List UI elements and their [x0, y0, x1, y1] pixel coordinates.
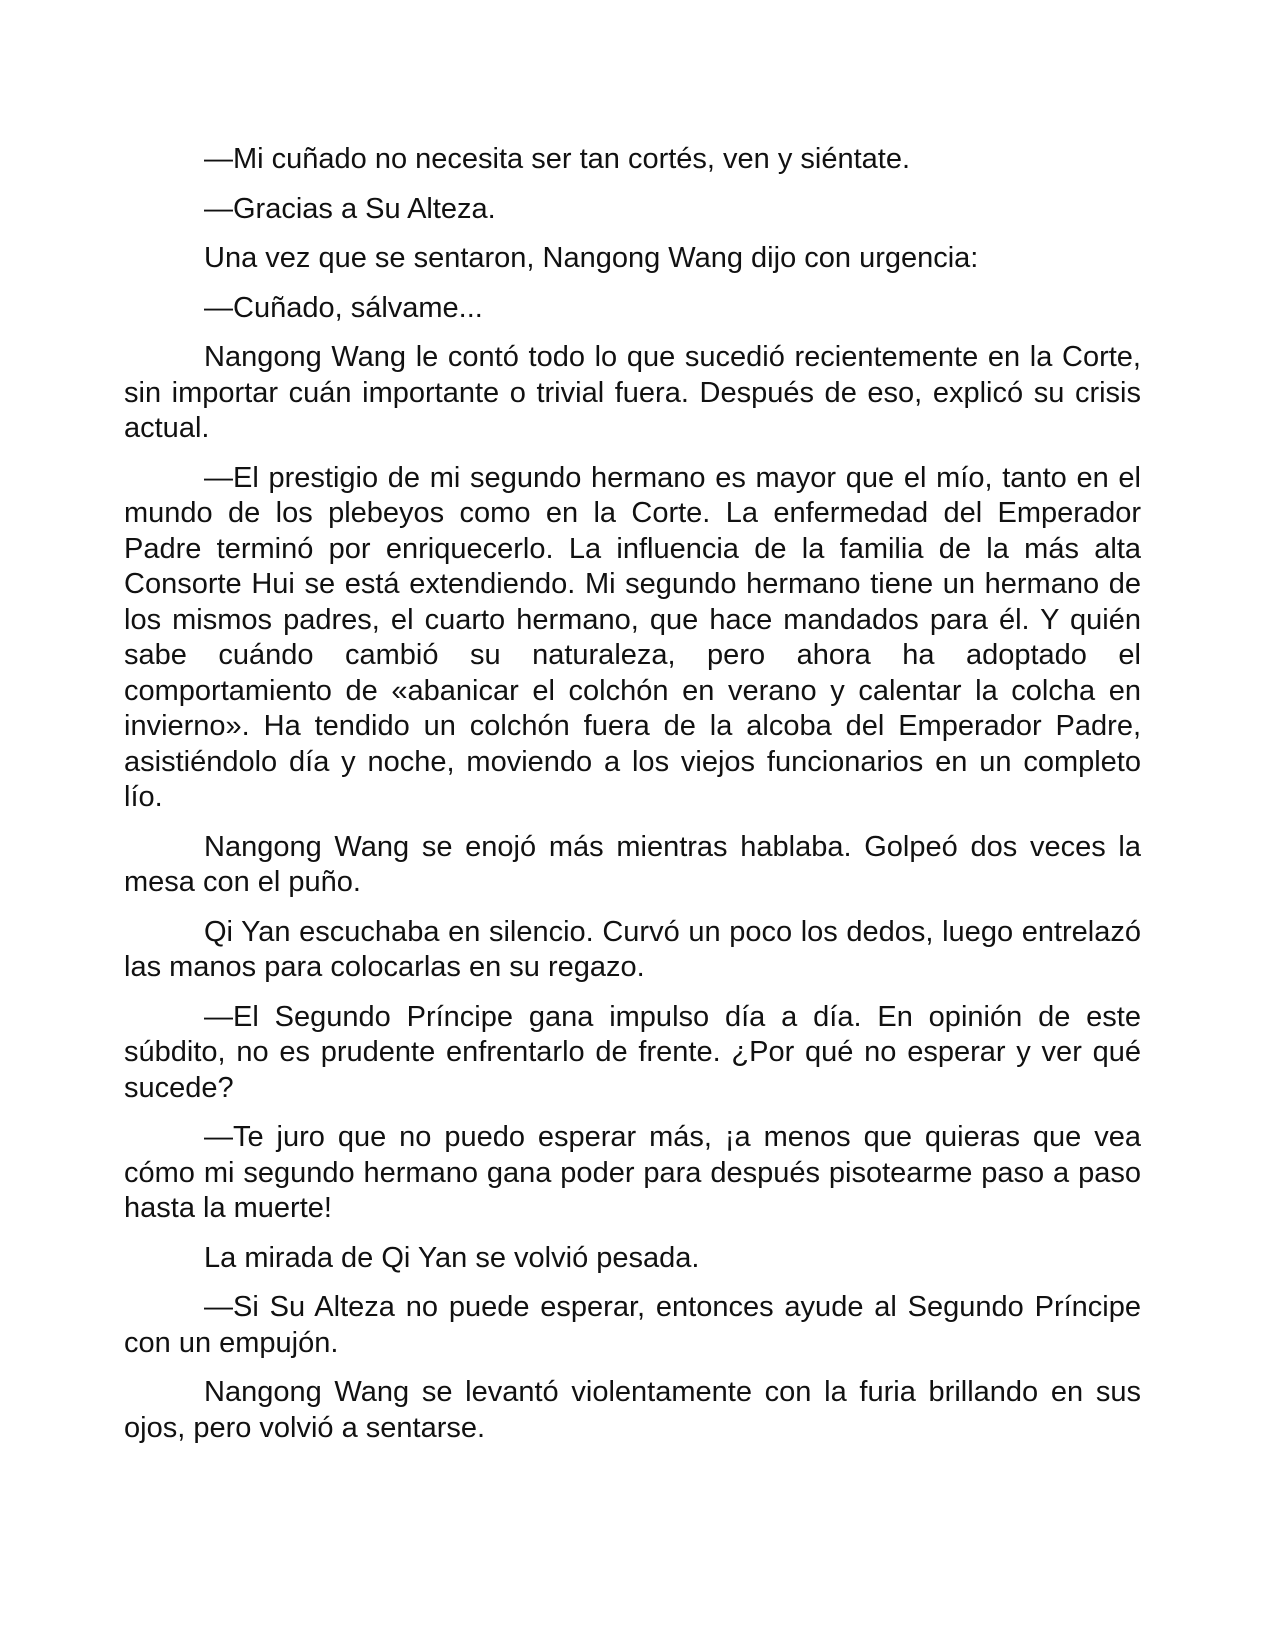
paragraph: —Te juro que no puedo esperar más, ¡a menos que quieras que vea cómo mi segundo hermano gana poder para después pisotearme paso a paso hasta la muerte! [124, 1121, 1141, 1224]
paragraph: —Cuñado, sálvame... [204, 291, 483, 324]
paragraph: La mirada de Qi Yan se volvió pesada. [204, 1241, 700, 1274]
paragraph: Nangong Wang le contó todo lo que sucedió recientemente en la Corte, sin importar cuán importante o trivial fuera. Después de eso, explicó su crisis actual. [124, 341, 1141, 444]
paragraph: —El prestigio de mi segundo hermano es mayor que el mío, tanto en el mundo de los plebeyos como en la Corte. La enfermedad del Emperador Padre terminó por enriquecerlo. La influencia de la familia de la más alta Consorte Hui se está extendiendo. Mi segundo hermano tiene un hermano de los mismos padres, el cuarto hermano, que hace mandados para él. Y quién sabe cuándo cambió su naturaleza, pero ahora ha adoptado el comportamiento de «abanicar el colchón en verano y calentar la colcha en invierno». Ha tendido un colchón fuera de la alcoba del Emperador Padre, asistiéndolo día y noche, moviendo a los viejos funcionarios en un completo lío. [124, 461, 1141, 813]
paragraph: —Si Su Alteza no puede esperar, entonces ayude al Segundo Príncipe con un empujón. [124, 1291, 1141, 1359]
paragraph: —El Segundo Príncipe gana impulso día a día. En opinión de este súbdito, no es prudente enfrentarlo de frente. ¿Por qué no esperar y ver qué sucede? [124, 1000, 1141, 1104]
paragraph: —Gracias a Su Alteza. [204, 192, 496, 225]
paragraph: Nangong Wang se levantó violentamente con la furia brillando en sus ojos, pero volvió a sentarse. [124, 1376, 1141, 1444]
paragraph: Una vez que se sentaron, Nangong Wang dijo con urgencia: [204, 242, 979, 274]
paragraph: Qi Yan escuchaba en silencio. Curvó un poco los dedos, luego entrelazó las manos para colocarlas en su regazo. [124, 915, 1141, 983]
paragraph: Nangong Wang se enojó más mientras hablaba. Golpeó dos veces la mesa con el puño. [124, 830, 1141, 898]
document-page [124, 142, 1141, 1460]
paragraph: —Mi cuñado no necesita ser tan cortés, ven y siéntate. [204, 143, 911, 175]
